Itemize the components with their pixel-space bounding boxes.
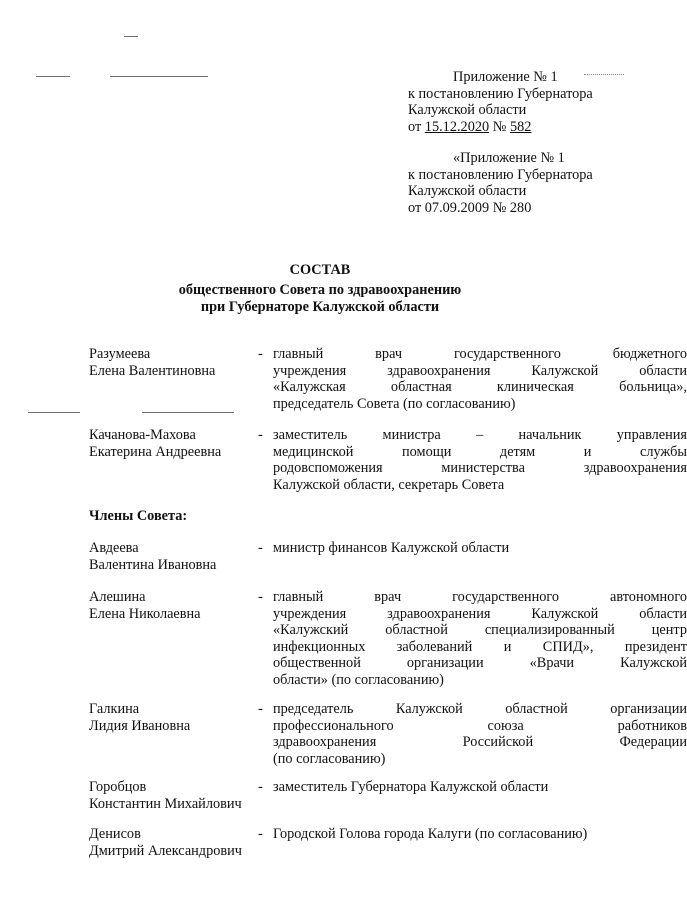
scan-artifact-line [142,412,234,413]
entry-dash: - [258,826,263,842]
person-surname: Денисов [89,826,141,842]
position-line: инфекционных заболеваний и СПИД», президент [273,638,687,655]
title-subtitle-line: общественного Совета по здравоохранению [178,281,462,298]
members-heading: Члены Совета: [89,508,188,524]
appendix-number: Приложение № 1 [453,69,558,85]
scan-artifact-line [110,76,208,77]
person-name [89,540,257,573]
position-line: здравоохранения Российской Федерации [273,734,687,750]
position-line: Городской Голова города Калуги (по согласованию) [273,826,588,842]
position-line: родовспоможения министерства здравоохранения [273,460,687,476]
position-line: «Калужская областная клиническая больница», [273,379,687,395]
appendix-date-line [408,119,618,136]
person-given-names: Екатерина Андреевна [89,443,222,460]
person-position [273,589,687,688]
appendix-header-current [408,69,618,135]
appendix-decree-reference: к постановлению Губернатора [408,166,593,183]
position-line: Калужской области, секретарь Совета [273,476,505,493]
title-main: СОСТАВ [289,262,351,278]
scan-artifact-line [28,412,80,413]
position-line: профессионального союза работников [273,717,687,734]
person-name [89,589,257,622]
entry-dash: - [258,779,263,795]
title-subtitle-line: при Губернаторе Калужской области [200,299,440,315]
position-line: учреждения здравоохранения Калужской области [273,605,687,622]
date-prefix: от [408,118,425,135]
person-surname: Галкина [89,701,140,717]
scan-artifact-line [124,36,138,37]
person-given-names: Елена Николаевна [89,605,201,622]
position-line: главный врач государственного бюджетного [273,346,687,362]
person-position [273,701,687,767]
entry-dash: - [258,701,263,717]
number-sign: № [489,118,510,135]
person-surname: Авдеева [89,540,139,556]
entry-dash: - [258,346,263,362]
person-name [89,826,257,859]
person-position [273,427,687,493]
entry-dash: - [258,427,263,443]
person-given-names: Елена Валентиновна [89,362,216,379]
position-line: заместитель Губернатора Калужской области [273,779,549,795]
person-name [89,779,257,812]
entry-dash: - [258,589,263,605]
decree-number: 582 [509,118,532,135]
appendix-region: Калужской области [408,183,527,199]
person-name [89,427,257,460]
person-name [89,701,257,734]
appendix-header-original [408,150,618,216]
position-line: области» (по согласованию) [273,671,444,688]
person-surname: Качанова-Махова [89,427,196,443]
entry-dash: - [258,540,263,556]
position-line: главный врач государственного автономного [273,589,687,605]
position-line: министр финансов Калужской области [273,540,510,556]
appendix-region: Калужской области [408,102,527,118]
person-surname: Горобцов [89,779,147,795]
person-given-names: Валентина Ивановна [89,556,217,573]
position-line: председатель Совета (по согласованию) [273,395,516,412]
person-position [273,540,687,557]
position-line: учреждения здравоохранения Калужской области [273,362,687,379]
position-line: заместитель министра – начальник управления [273,427,687,443]
decree-date: 15.12.2020 [424,118,490,135]
person-position [273,826,687,843]
person-position [273,779,687,796]
person-given-names: Дмитрий Александрович [89,842,242,859]
appendix-number: «Приложение № 1 [453,150,565,166]
document-title [0,262,640,317]
person-given-names: Лидия Ивановна [89,717,191,734]
appendix-decree-reference: к постановлению Губернатора [408,85,593,102]
position-line: (по согласованию) [273,750,386,767]
person-position [273,346,687,412]
person-surname: Разумеева [89,346,151,362]
appendix-date-line: от 07.09.2009 № 280 [408,199,532,216]
position-line: председатель Калужской областной организации [273,701,687,717]
position-line: «Калужский областной специализированный центр [273,622,687,638]
person-given-names: Константин Михайлович [89,795,242,812]
position-line: медицинской помощи детям и службы [273,443,687,460]
position-line: общественной организации «Врачи Калужской [273,655,687,671]
person-name [89,346,257,379]
person-surname: Алешина [89,589,146,605]
scan-artifact-line [36,76,70,77]
